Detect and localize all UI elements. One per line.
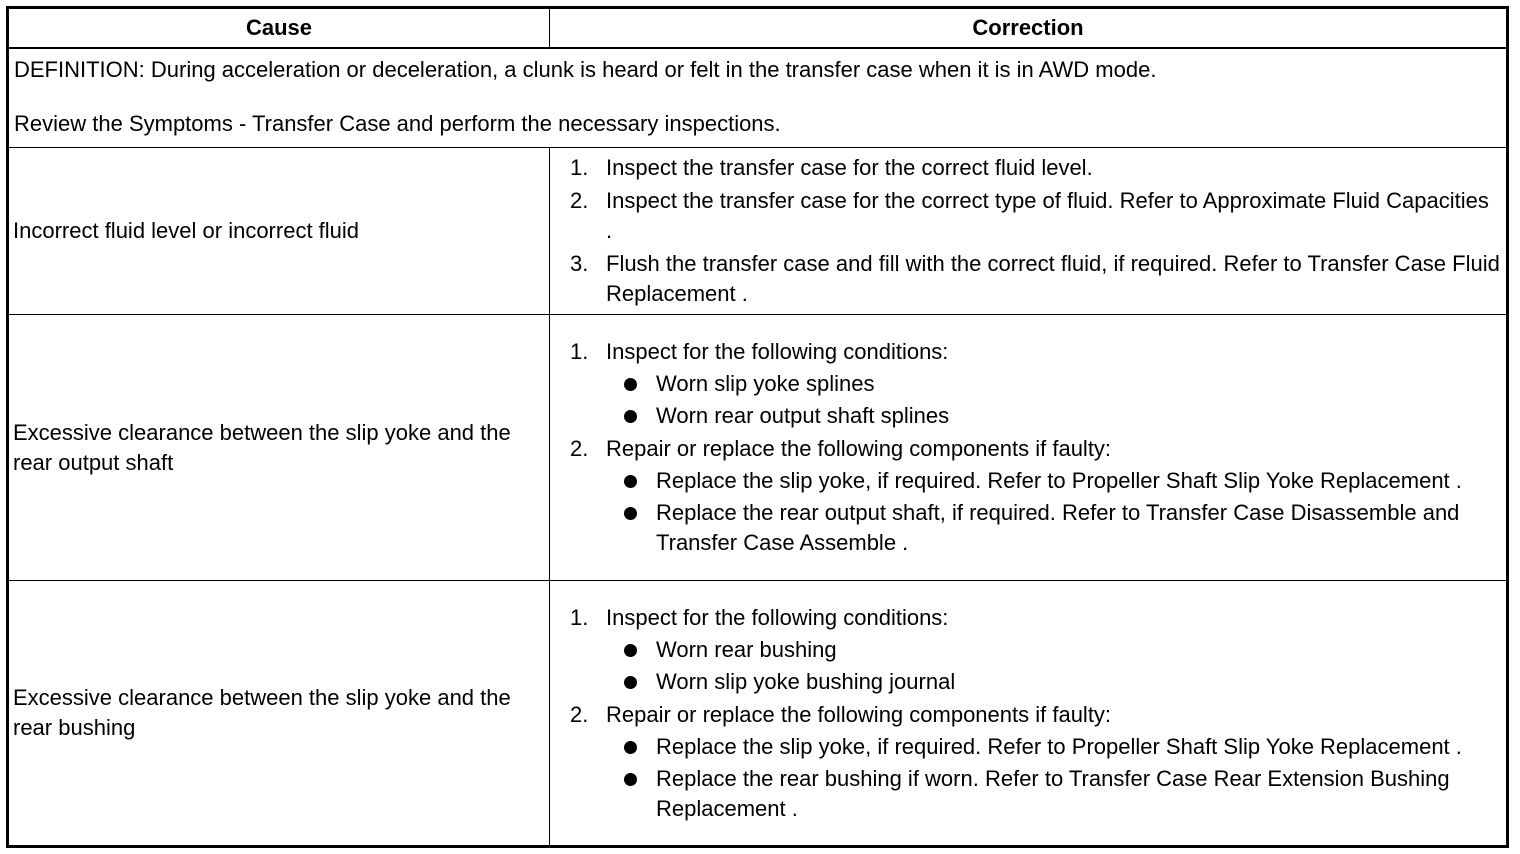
- bullet-item: [606, 635, 1500, 665]
- step-number: 1.: [570, 155, 589, 180]
- cause-header: Cause: [8, 8, 550, 49]
- correction-cell: [550, 148, 1508, 315]
- step-text: Inspect the transfer case for the correct fluid level.: [606, 155, 1093, 180]
- table-row: [8, 148, 1508, 315]
- correction-header: Correction: [550, 8, 1508, 49]
- bullet-item: [606, 764, 1500, 824]
- correction-steps: [570, 603, 1500, 824]
- cause-cell: Incorrect fluid level or incorrect fluid: [8, 148, 550, 315]
- step-number: 2.: [570, 188, 589, 213]
- condition-list: [606, 369, 1500, 431]
- bullet-icon: [624, 741, 637, 754]
- correction-steps: [570, 337, 1500, 558]
- correction-cell: [550, 315, 1508, 581]
- step-number: 1.: [570, 604, 589, 630]
- table-row: [8, 581, 1508, 847]
- cause-cell: Excessive clearance between the slip yoke and the rear bushing: [8, 581, 550, 847]
- condition-list: [606, 635, 1500, 697]
- step-number: 2.: [570, 436, 589, 461]
- bullet-icon: [624, 644, 637, 657]
- document-page: [6, 6, 1506, 848]
- step-text: Inspect for the following conditions:: [606, 604, 949, 630]
- bullet-icon: [624, 773, 637, 786]
- definition-cell: [8, 48, 1508, 148]
- bullet-text: Worn slip yoke bushing journal: [656, 668, 956, 694]
- step-item: [570, 153, 1500, 183]
- bullet-item: [606, 369, 1500, 399]
- component-list: [606, 732, 1500, 824]
- definition-text: DEFINITION: During acceleration or deceleration, a clunk is heard or felt in the transfer case when it is in AWD mode.: [14, 57, 1157, 82]
- component-list: [606, 466, 1500, 558]
- step-text: Inspect the transfer case for the correct type of fluid. Refer to Approximate Fluid Capacities .: [606, 188, 1489, 243]
- bullet-item: [606, 498, 1500, 558]
- step-item: [570, 434, 1500, 558]
- bullet-icon: [624, 676, 637, 689]
- diagnostic-table: [6, 6, 1509, 848]
- bullet-text: Replace the slip yoke, if required. Refer to Propeller Shaft Slip Yoke Replacement .: [656, 733, 1462, 759]
- bullet-text: Replace the slip yoke, if required. Refer to Propeller Shaft Slip Yoke Replacement .: [656, 468, 1462, 493]
- step-number: 1.: [570, 339, 589, 364]
- correction-cell: [550, 581, 1508, 847]
- bullet-text: Worn rear bushing: [656, 636, 837, 662]
- bullet-item: [606, 401, 1500, 431]
- bullet-text: Worn rear output shaft splines: [656, 403, 950, 428]
- step-text: Flush the transfer case and fill with the correct fluid, if required. Refer to Transfer Case Fluid Replacement .: [606, 251, 1500, 306]
- step-text: Repair or replace the following components if faulty:: [606, 701, 1112, 727]
- step-item: [570, 186, 1500, 246]
- review-text: Review the Symptoms - Transfer Case and perform the necessary inspections.: [14, 111, 781, 136]
- bullet-text: Replace the rear bushing if worn. Refer to Transfer Case Rear Extension Bushing Replacement .: [656, 765, 1450, 821]
- step-item: [570, 603, 1500, 697]
- step-item: [570, 337, 1500, 431]
- bullet-icon: [624, 507, 637, 520]
- bullet-item: [606, 667, 1500, 697]
- bullet-icon: [624, 378, 637, 391]
- step-text: Repair or replace the following components if faulty:: [606, 436, 1112, 461]
- correction-steps: [570, 153, 1500, 309]
- bullet-item: [606, 732, 1500, 762]
- definition-row: [8, 48, 1508, 148]
- step-text: Inspect for the following conditions:: [606, 339, 949, 364]
- bullet-icon: [624, 410, 637, 423]
- step-item: [570, 249, 1500, 309]
- step-item: [570, 700, 1500, 824]
- cause-cell: Excessive clearance between the slip yoke and the rear output shaft: [8, 315, 550, 581]
- bullet-text: Replace the rear output shaft, if required. Refer to Transfer Case Disassemble and Transfer Case Assemble .: [656, 500, 1460, 555]
- header-row: [8, 8, 1508, 49]
- bullet-item: [606, 466, 1500, 496]
- step-number: 2.: [570, 701, 589, 727]
- table-row: [8, 315, 1508, 581]
- bullet-text: Worn slip yoke splines: [656, 371, 875, 396]
- step-number: 3.: [570, 251, 589, 276]
- bullet-icon: [624, 475, 637, 488]
